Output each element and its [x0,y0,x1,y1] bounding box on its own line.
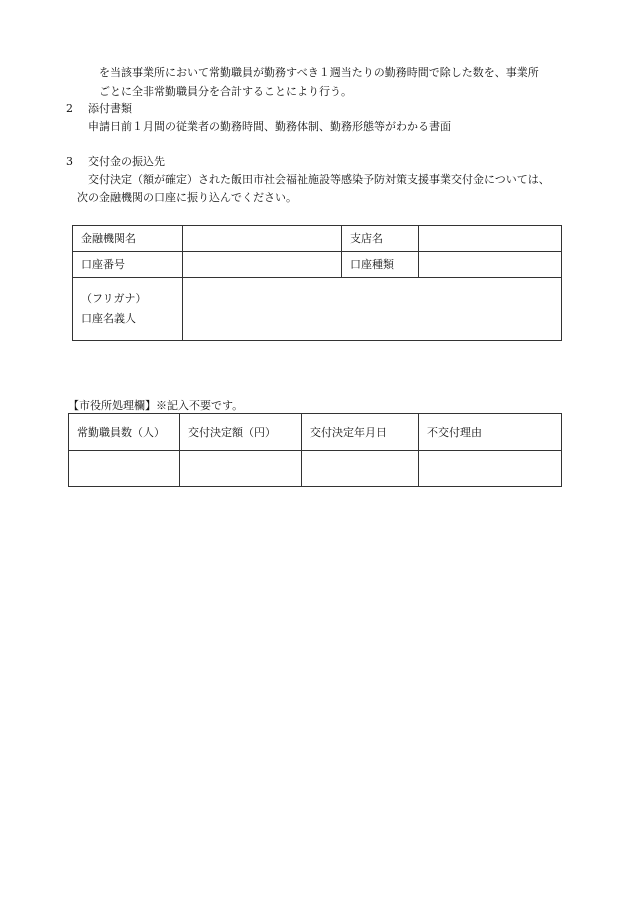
section-body: 交付決定（額が確定）された飯田市社会福祉施設等感染予防対策支援事業交付金については、 [88,173,550,186]
office-use-table [68,413,562,487]
account-type-label: 口座種類 [342,252,419,278]
furigana-label: （フリガナ） [81,292,147,305]
account-number-field[interactable] [183,252,342,278]
column-header: 交付決定額（円） [180,414,302,451]
section-title: 交付金の振込先 [88,155,165,168]
office-use-heading: 【市役所処理欄】※記入不要です。 [68,399,244,412]
account-type-field[interactable] [419,252,562,278]
office-cell [69,451,180,487]
section-number: 2 [66,102,73,115]
account-number-label: 口座番号 [73,252,183,278]
column-header: 不交付理由 [419,414,562,451]
holder-label: 口座名義人 [81,312,136,325]
office-cell [419,451,562,487]
paragraph-line: ごとに全非常勤職員分を合計することにより行う。 [99,85,352,98]
section-body: 次の金融機関の口座に振り込んでください。 [77,191,297,204]
column-header: 交付決定年月日 [302,414,419,451]
account-holder-field[interactable] [183,278,562,341]
office-cell [302,451,419,487]
account-holder-label [73,278,183,341]
branch-field[interactable] [419,226,562,252]
branch-label: 支店名 [342,226,419,252]
section-title: 添付書類 [88,102,132,115]
section-body: 申請日前１月間の従業者の勤務時間、勤務体制、勤務形態等がわかる書面 [88,120,451,133]
section-number: 3 [66,155,73,168]
bank-account-table [72,225,562,341]
paragraph-line: を当該事業所において常勤職員が勤務すべき１週当たりの勤務時間で除した数を、事業所 [99,66,539,79]
column-header: 常勤職員数（人） [69,414,180,451]
bank-name-label: 金融機関名 [73,226,183,252]
bank-name-field[interactable] [183,226,342,252]
office-cell [180,451,302,487]
